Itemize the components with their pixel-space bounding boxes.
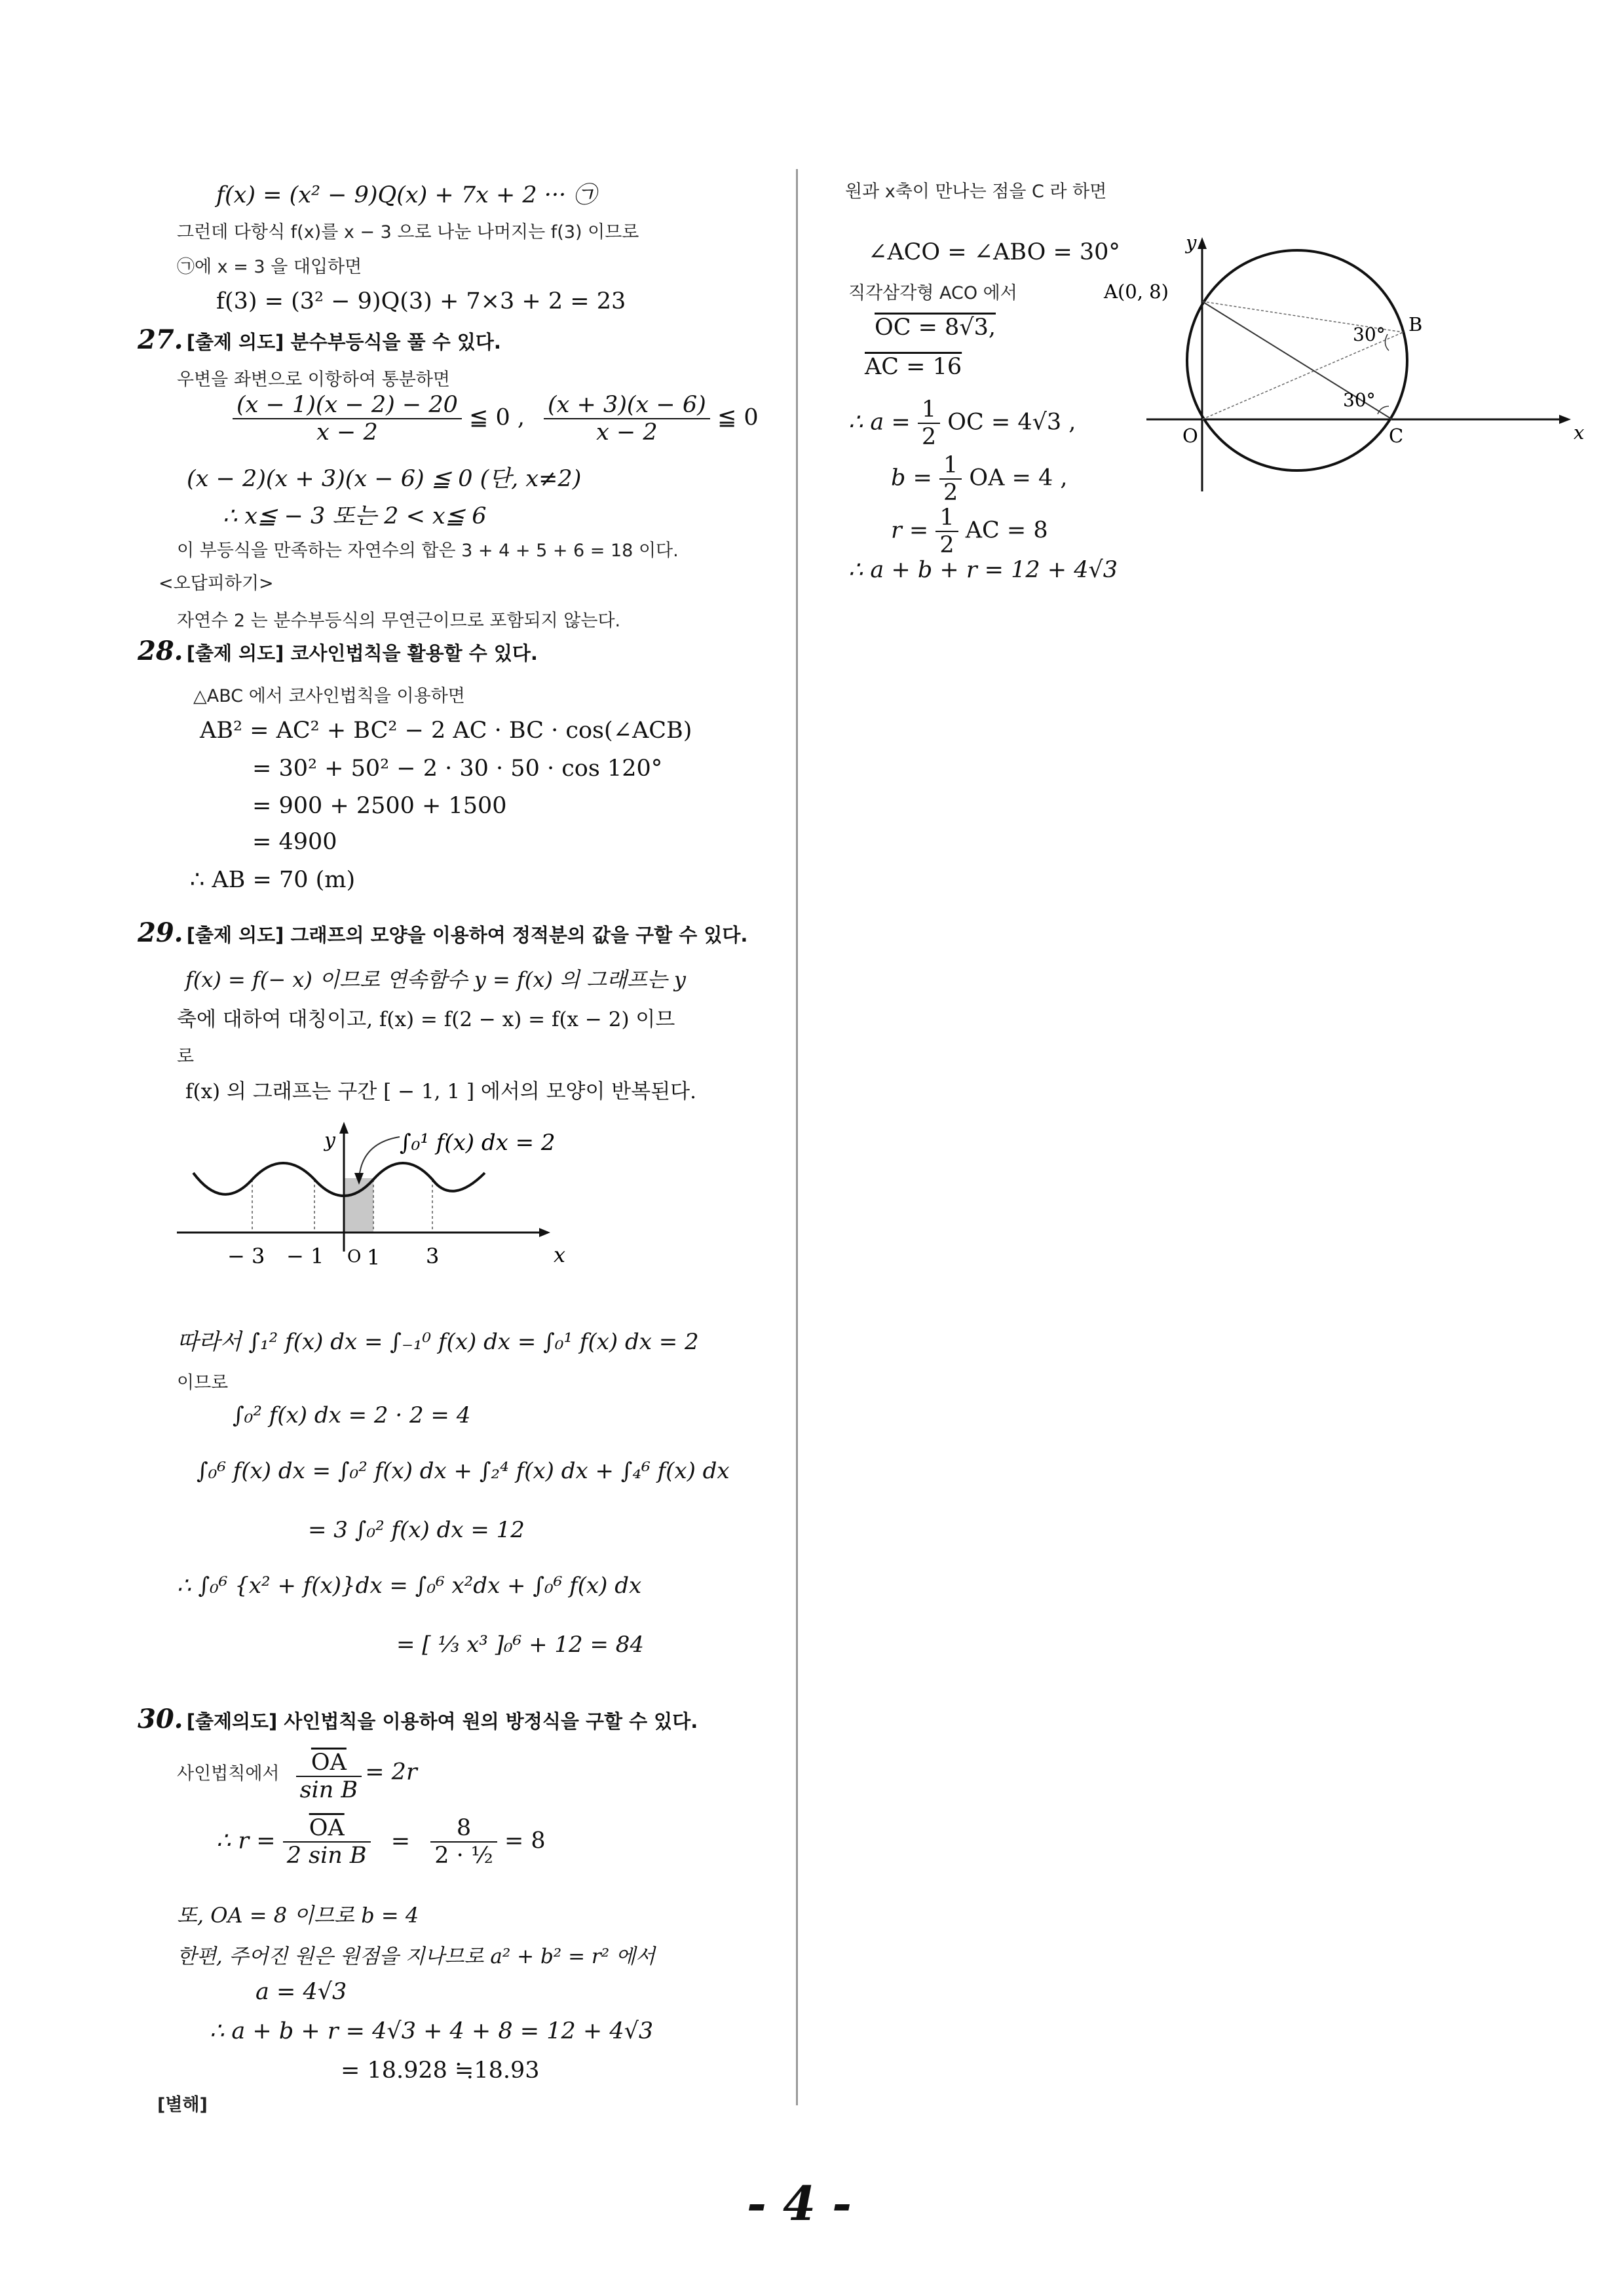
point-A-label: A(0, 8) [1104,280,1169,303]
fraction: $\frac{8}{\text{2 · ½}}$ [430,1815,497,1869]
point-C-label: C [1389,425,1404,447]
tick-label: O [347,1247,362,1267]
angle-B-label: 30° [1353,324,1386,345]
sine-law-line: 사인법칙에서 $\frac{\overline{OA}}{\text{sin B}}$ = 2r [177,1750,417,1803]
fraction: $\frac{\overline{OA}}{\text{2 sin B}}$ [283,1815,371,1869]
origin-label: O [1182,425,1198,447]
text-line: f(x) = f(− x) 이므로 연속함수 y = f(x) 의 그래프는 y [185,967,687,992]
text-line: 직각삼각형 ACO 에서 [848,283,1017,303]
question-title: [출제의도] 사인법칙을 이용하여 원의 방정식을 구할 수 있다. [186,1710,698,1732]
y-axis-label: y [1186,231,1197,254]
fraction-inequality-1: $\frac{(x - 1)(x - 2) - 20}{x - 2}$ ≦ 0 , [233,392,525,446]
alternate-solution-label: [별해] [157,2095,208,2115]
function-curve [193,1163,485,1196]
equation-line: ∴ a + b + r = 12 + 4√3 [848,557,1118,583]
text-line: 그런데 다항식 f(x)를 x − 3 으로 나눈 나머지는 f(3) 이므로 [177,222,639,242]
equation-line: ∠ACO = ∠ABO = 30° [868,239,1120,265]
text-line: f(x) 의 그래프는 구간 [ − 1, 1 ] 에서의 모양이 반복된다. [185,1080,696,1103]
column-divider [796,169,798,2105]
equation-line: = 30² + 50² − 2 · 30 · 50 · cos 120° [252,756,663,782]
equation-line: ∫₀⁶ f(x) dx = ∫₀² f(x) dx + ∫₂⁴ f(x) dx + ∫₄⁶ f(x) dx [197,1458,730,1484]
integral-label: ∫₀¹ f(x) dx = 2 [400,1130,556,1156]
question-30-header [138,1704,698,1734]
equation-line: (x − 2)(x + 3)(x − 6) ≦ 0 (단, x≠2) [187,466,582,492]
question-29-header [138,917,747,948]
tick-label: 3 [426,1244,440,1269]
point-B-label: B [1408,313,1423,335]
fraction: $\frac{(x + 3)(x - 6)}{x - 2}$ [544,392,710,446]
tick-label: 1 [367,1245,381,1270]
equation-line: ∫₀² f(x) dx = 2 · 2 = 4 [233,1402,471,1428]
equation-line: = [ ⅓ x³ ]₀⁶ + 12 = 84 [396,1632,645,1658]
equation-line: 따라서 ∫₁² f(x) dx = ∫₋₁⁰ f(x) dx = ∫₀¹ f(x) dx = 2 [177,1329,699,1355]
text-line: 원과 x축이 만나는 점을 C 라 하면 [845,182,1107,202]
radius-line: ∴ r = $\frac{\overline{OA}}{\text{2 sin B}}$ = $\frac{8}{\text{2 · ½}}$ = 8 [216,1815,546,1869]
fraction: $\frac{\overline{OA}}{\text{sin B}}$ [296,1750,362,1803]
circle-diagram [1104,223,1592,498]
text-line: 우변을 좌변으로 이항하여 통분하면 [177,370,450,390]
tick-label: − 1 [286,1244,324,1269]
b-value-line: b = $\frac{1}{2}$ OA = 4 , [891,452,1068,506]
equation-line: AB² = AC² + BC² − 2 AC · BC · cos(∠ACB) [200,718,692,744]
equation-line: OC = 8√3, [875,315,996,341]
equation-line: f(x) = (x² − 9)Q(x) + 7x + 2 ··· ㉠ [216,182,597,208]
equation-line: AC = 16 [865,354,962,380]
r-value-line: r = $\frac{1}{2}$ AC = 8 [891,505,1048,558]
equation-line: ∴ AB = 70 (m) [190,867,356,893]
question-number: 30. [138,1704,183,1734]
equation-line: ∴ x≦ − 3 또는 2 < x≦ 6 [223,503,487,529]
question-title: [출제 의도] 그래프의 모양을 이용하여 정적분의 값을 구할 수 있다. [186,924,748,946]
tick-label: − 3 [227,1244,265,1269]
equation-line: ∴ ∫₀⁶ {x² + f(x)}dx = ∫₀⁶ x²dx + ∫₀⁶ f(x) dx [177,1573,642,1599]
question-title: [출제 의도] 코사인법칙을 활용할 수 있다. [186,642,538,664]
equation-line: = 900 + 2500 + 1500 [252,793,507,819]
equation-line: = 3 ∫₀² f(x) dx = 12 [308,1517,525,1543]
equation-line: 한편, 주어진 원은 원점을 지나므로 a² + b² = r² 에서 [177,1945,655,1968]
shaded-area [344,1178,373,1233]
fraction-inequality-2: $\frac{(x + 3)(x - 6)}{x - 2}$ ≦ 0 [544,392,759,446]
equation-line: = 18.928 ≒18.93 [341,2057,540,2084]
fraction: $\frac{1}{2}$ [918,396,940,450]
text-line: △ABC 에서 코사인법칙을 이용하면 [193,686,465,706]
fraction: $\frac{1}{2}$ [935,505,958,558]
equation-line: a = 4√3 [255,1979,347,2005]
equation-line: 또, OA = 8 이므로 b = 4 [177,1903,419,1928]
question-27-header [138,324,501,355]
fraction: $\frac{1}{2}$ [939,452,962,506]
y-axis-label: y [324,1129,335,1152]
text-line: 축에 대하여 대칭이고, f(x) = f(2 − x) = f(x − 2) 이므 [177,1008,675,1031]
question-number: 27. [138,324,183,355]
text-line: 이 부등식을 만족하는 자연수의 합은 3 + 4 + 5 + 6 = 18 이다. [177,541,679,561]
x-axis-label: x [554,1242,566,1267]
equation-line: f(3) = (3² − 9)Q(3) + 7×3 + 2 = 23 [216,288,626,315]
question-title: [출제 의도] 분수부등식을 풀 수 있다. [186,331,501,353]
angle-C-label: 30° [1343,389,1376,411]
text-line: 로 [177,1046,195,1067]
x-axis-label: x [1574,421,1585,444]
text-line: 이므로 [177,1373,229,1393]
page-number: - 4 - [747,2175,852,2231]
equation-line: ∴ a + b + r = 4√3 + 4 + 8 = 12 + 4√3 [210,2018,654,2044]
text-line: 자연수 2 는 분수부등식의 무연근이므로 포함되지 않는다. [177,611,621,631]
text-line: <오답피하기> [159,573,274,594]
fraction: $\frac{(x - 1)(x - 2) - 20}{x - 2}$ [233,392,462,446]
question-28-header [138,636,538,666]
periodic-function-graph [174,1107,567,1271]
question-number: 29. [138,917,183,948]
text-line: ㉠에 x = 3 을 대입하면 [177,257,362,277]
question-number: 28. [138,636,183,666]
equation-line: = 4900 [252,829,337,855]
a-value-line: ∴ a = $\frac{1}{2}$ OC = 4√3 , [848,396,1076,450]
